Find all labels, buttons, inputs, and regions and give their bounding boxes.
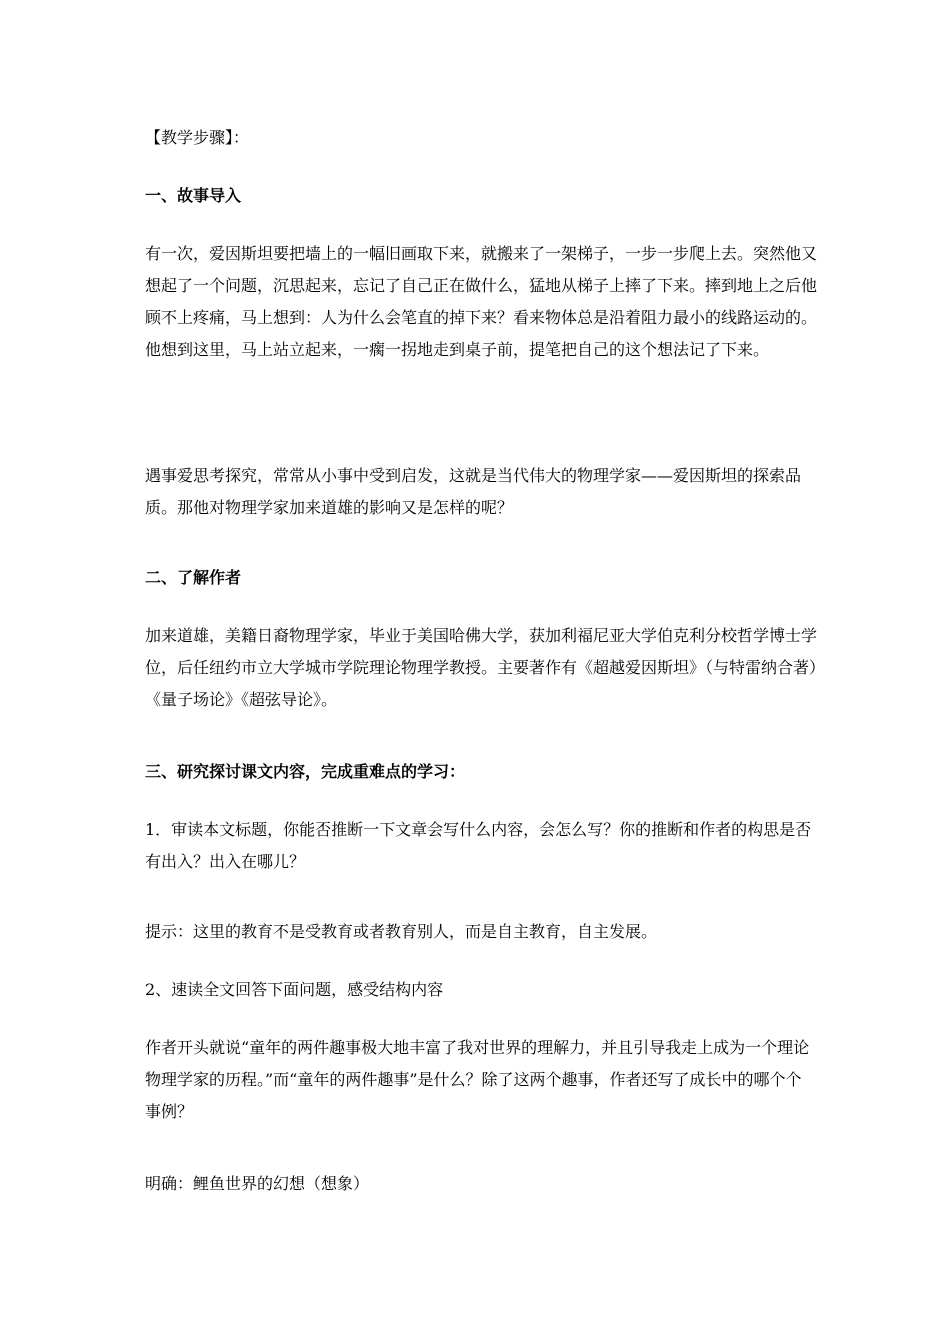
- steps-heading: 【教学步骤】：: [145, 128, 250, 147]
- hint-text: 提示：这里的教育不是受教育或者教育别人，而是自主教育，自主发展。: [145, 922, 658, 941]
- section-1-paragraph-2: 遇事爱思考探究，常常从小事中受到启发，这就是当代伟大的物理学家——爱因斯坦的探索品质。那他对物理学家加来道雄的影响又是怎样的呢？: [145, 466, 802, 517]
- question-2-paragraph: 作者开头就说“童年的两件趣事极大地丰富了我对世界的理解力，并且引导我走上成为一个理论物理学家的历程。”而“童年的两件趣事”是什么？除了这两个趣事，作者还写了成长中的哪个个事例？: [145, 1038, 810, 1121]
- section-1-heading: 一、故事导入: [145, 186, 242, 205]
- question-2: 2、速读全文回答下面问题，感受结构内容: [145, 980, 444, 999]
- section-3-heading: 三、研究探讨课文内容，完成重难点的学习：: [145, 762, 466, 781]
- section-2-paragraph-1: 加来道雄，美籍日裔物理学家，毕业于美国哈佛大学，获加利福尼亚大学伯克利分校哲学博士学位，后任纽约市立大学城市学院理论物理学教授。主要著作有《超越爱因斯坦》（与特雷纳合著）《量子场论》《超弦导论》。: [145, 626, 818, 709]
- section-1-paragraph-1: 有一次，爱因斯坦要把墙上的一幅旧画取下来，就搬来了一架梯子，一步一步爬上去。突然他又想起了一个问题，沉思起来，忘记了自己正在做什么，猛地从梯子上摔了下来。摔到地上之后他顾不上疼痛，马上想到：人为什么会笔直的掉下来？看来物体总是沿着阻力最小的线路运动的。他想到这里，马上站立起来，一瘸一拐地走到桌子前，提笔把自己的这个想法记了下来。: [145, 244, 818, 359]
- question-1: 1．审读本文标题，你能否推断一下文章会写什么内容，会怎么写？你的推断和作者的构思是否有出入？出入在哪儿？: [145, 820, 812, 871]
- section-2-heading: 二、了解作者: [145, 568, 242, 587]
- answer-text: 明确：鲤鱼世界的幻想（想象）: [145, 1174, 370, 1193]
